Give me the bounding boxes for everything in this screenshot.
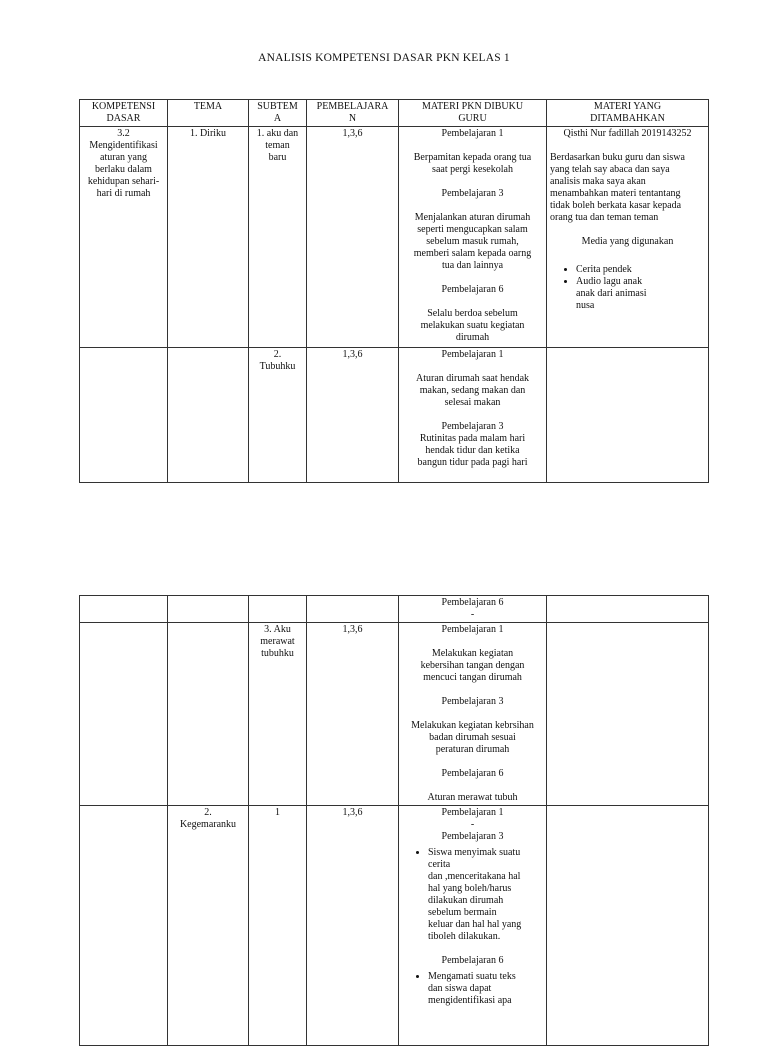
text-line: Melakukan kegiatan kebrsihan [411,720,534,731]
text-line: Aturan dirumah saat hendak [415,373,530,384]
activity-list [402,971,543,1007]
cell-materi-pkn [399,806,547,1046]
text-line: hendak tidur dan ketika [425,445,520,456]
text-line [402,409,543,421]
text-line: tua dan lainnya [441,260,504,271]
text-line: berlaku dalam [95,164,152,175]
header-materi-ditambahkan [547,100,709,127]
activity-list [402,847,543,943]
table-row [80,127,709,348]
text-line: Pembelajaran 3 [441,696,504,707]
text-line: Pembelajaran 6 [441,284,504,295]
cell-subtema [249,127,307,348]
text-line: Tubuhku [259,361,296,372]
text-line [402,780,543,792]
cell-kompetensi-dasar [80,127,168,348]
cell-kompetensi-dasar [80,348,168,483]
text-line: PEMBELAJARA [316,101,389,112]
text-line: Rutinitas pada malam hari [419,433,526,444]
text-line: Pembelajaran 1 [441,807,504,818]
cell-tema [168,348,249,483]
cell-tema [168,806,249,1046]
list-item: • Siswa menyimak suatu cerita dan ,menceritakana hal hal yang boleh/harus dilakukan dirumah sebelum bermain keluar dan hal hal yang tiboleh dilakukan. [428,847,543,943]
header-tema [168,100,249,127]
text-line: menambahkan materi tentantang [550,188,681,199]
text-line: melakukan suatu kegiatan [420,320,525,331]
text-line: tubuhku [261,648,294,659]
text-line: baru [268,152,287,163]
cell-subtema [249,596,307,623]
text-line: Pembelajaran 1 [441,624,504,635]
text-line: Menjalankan aturan dirumah [414,212,531,223]
text-line: KOMPETENSI [91,101,156,112]
cell-tema [168,596,249,623]
text-line: kehidupan sehari- [87,176,160,187]
table-row [80,348,709,483]
text-line [402,176,543,188]
text-line: DASAR [106,113,141,124]
text-line [402,756,543,768]
author-name: Qisthi Nur fadillah 2019143252 [563,128,692,139]
text-line [402,200,543,212]
cell-kompetensi-dasar [80,623,168,806]
cell-materi-pkn [399,127,547,348]
cell-subtema [249,348,307,483]
text-line [402,140,543,152]
table-row [80,623,709,806]
text-line: badan dirumah sesuai [429,732,516,743]
text-line: DITAMBAHKAN [590,113,665,124]
cell-subtema [249,623,307,806]
cell-materi-ditambahkan [547,348,709,483]
text-line: orang tua dan teman teman [550,212,659,223]
cell-kompetensi-dasar [80,806,168,1046]
text-line: dirumah [455,332,490,343]
cell-materi-pkn [399,596,547,623]
text-line: 3.2 [117,128,130,139]
cell-pembelajaran: 1,3,6 [307,623,399,806]
text-line: MATERI PKN DIBUKU [421,101,524,112]
text-line [402,684,543,696]
text-line [402,708,543,720]
text-line: Selalu berdoa sebelum [427,308,518,319]
cell-pembelajaran: 1,3,6 [307,348,399,483]
cell-pembelajaran: 1,3,6 [307,127,399,348]
text-line: analisis maka saya akan [550,176,646,187]
text-line: Pembelajaran 3 [441,188,504,199]
text-line: tidak boleh berkata kasar kepada [550,200,682,211]
added-material-text [550,152,705,224]
cell-materi-pkn [399,348,547,483]
text-line: mencuci tangan dirumah [423,672,522,683]
text-line: Aturan merawat tubuh [427,792,518,803]
media-list [550,264,705,312]
text-line: - [470,819,475,830]
text-line: Pembelajaran 1 [441,349,504,360]
text-line: Pembelajaran 3 [441,421,504,432]
text-line: Pembelajaran 6 [441,768,504,779]
list-item: • Audio lagu anak anak dari animasi nusa [576,276,705,312]
text-line [402,296,543,308]
text-line: yang telah say abaca dan saya [550,164,670,175]
text-line: aturan yang [100,152,147,163]
text-line: Melakukan kegiatan [431,648,514,659]
text-line: Berdasarkan buku guru dan siswa [550,152,685,163]
list-item: • Cerita pendek [576,264,705,276]
text-line: memberi salam kepada oarng [413,248,532,259]
text-line: 2. [204,807,212,818]
text-line: makan, sedang makan dan [419,385,526,396]
text-line [402,636,543,648]
text-line: Pembelajaran 1 [441,128,504,139]
text-line: sebelum masuk rumah, [426,236,519,247]
table-row [80,596,709,623]
cell-materi-pkn [399,623,547,806]
text-line: A [273,113,282,124]
analysis-table-page2 [79,595,709,1046]
pembelajaran-heading: Pembelajaran 6 [441,955,504,966]
list-item: • Mengamati suatu teks dan siswa dapat mengidentifikasi apa [428,971,543,1007]
analysis-table-page1 [79,99,709,483]
text-line: hari di rumah [96,188,151,199]
cell-pembelajaran: 1,3,6 [307,806,399,1046]
text-line: MATERI YANG [593,101,662,112]
cell-tema [168,623,249,806]
text-line: kebersihan tangan dengan [420,660,525,671]
text-line: peraturan dirumah [435,744,510,755]
text-line: SUBTEM [257,101,298,112]
text-line: selesai makan [444,397,501,408]
text-line: merawat [260,636,295,647]
header-pembelajaran [307,100,399,127]
media-heading: Media yang digunakan [581,236,674,247]
text-line: - [470,609,475,620]
text-line: GURU [458,113,487,124]
text-line: Mengidentifikasi [89,140,158,151]
cell-pembelajaran [307,596,399,623]
text-line: seperti mengucapkan salam [417,224,528,235]
text-line [402,272,543,284]
page-title: ANALISIS KOMPETENSI DASAR PKN KELAS 1 [258,52,510,64]
cell-subtema: 1 [249,806,307,1046]
text-line: Pembelajaran 6 [441,597,504,608]
cell-materi-ditambahkan [547,596,709,623]
text-line: 1. aku dan [256,128,299,139]
text-line: Berpamitan kepada orang tua [413,152,532,163]
text-line: Pembelajaran 3 [441,831,504,842]
header-materi-pkn [399,100,547,127]
text-line: bangun tidur pada pagi hari [417,457,528,468]
header-subtema [249,100,307,127]
text-line: 2. [273,349,282,360]
cell-materi-ditambahkan [547,623,709,806]
header-kompetensi-dasar [80,100,168,127]
text-line: TEMA [193,101,223,112]
text-line: N [348,113,357,124]
text-line: saat pergi kesekolah [432,164,513,175]
text-line: Kegemaranku [179,819,237,830]
cell-kompetensi-dasar [80,596,168,623]
text-line: teman [265,140,290,151]
table-row [80,806,709,1046]
cell-tema: 1. Diriku [168,127,249,348]
cell-materi-ditambahkan [547,127,709,348]
text-line: 3. Aku [264,624,291,635]
cell-materi-ditambahkan [547,806,709,1046]
text-line [402,361,543,373]
header-row [80,100,709,127]
